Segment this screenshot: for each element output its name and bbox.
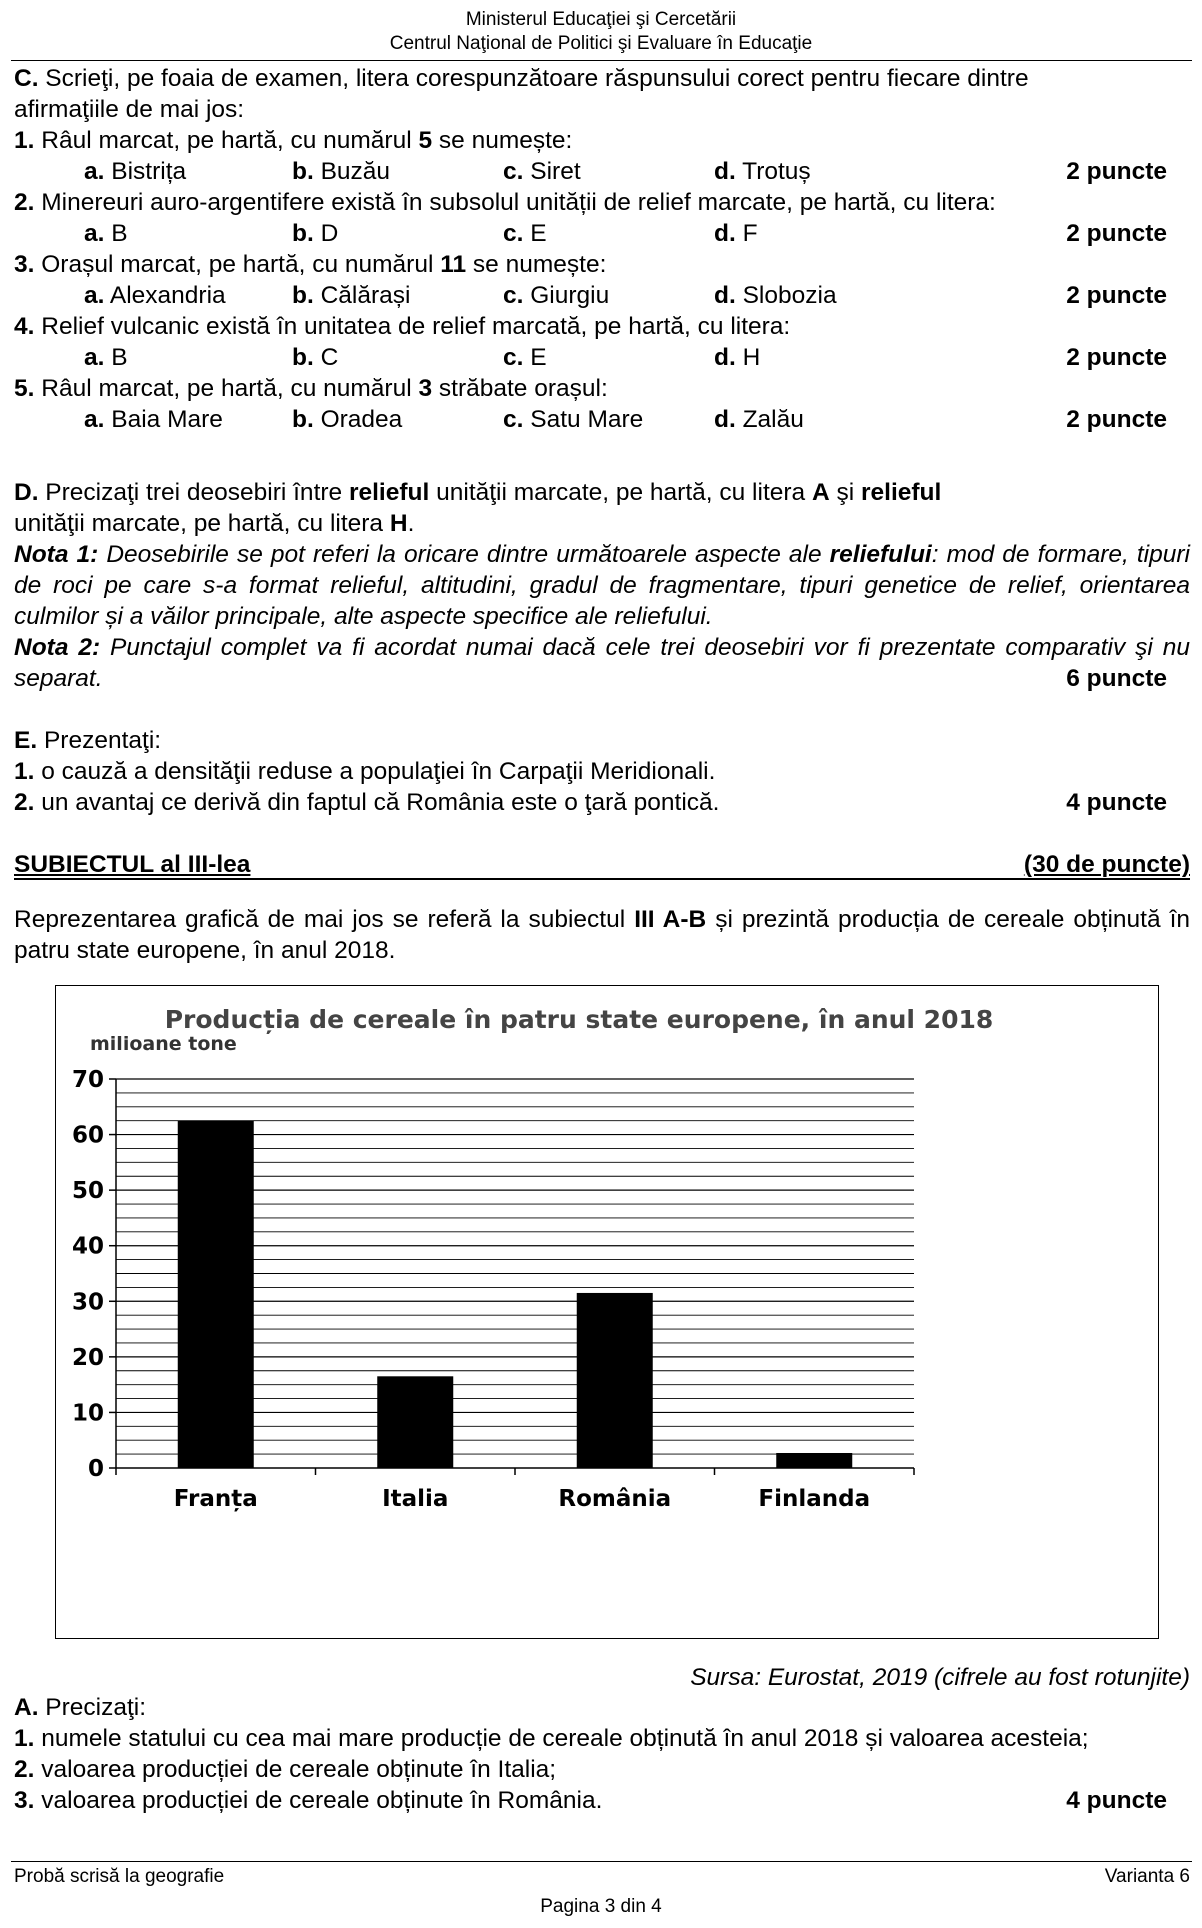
chart-y-tick-label: 0 [87, 1456, 104, 1482]
answer-option [503, 156, 581, 187]
question-2 [14, 187, 1190, 218]
question-number: 4. [14, 313, 35, 340]
option-letter: a. [84, 220, 105, 247]
question-text: Râul marcat, pe hartă, cu numărul [34, 127, 419, 154]
answer-option [292, 218, 338, 249]
section-a-item2 [14, 1754, 1190, 1785]
option-text: Bistrița [104, 158, 187, 185]
footer-right: Varianta 6 [1104, 1866, 1190, 1887]
option-text: Baia Mare [104, 406, 223, 433]
section-d-task-line2 [14, 508, 1190, 539]
question-number: 3. [14, 251, 35, 278]
nota1-text-c: : mod de formare, tipuri de roci pe care s-a format relieful, altitudini, gradul de fragmentare, tipuri genetice de relief, orientarea culmilor și a văilor principale, alte aspecte specifice ale reliefului. [14, 541, 1190, 630]
option-text: D [313, 220, 339, 247]
option-letter: c. [503, 406, 524, 433]
section-e-item2 [14, 787, 1190, 818]
question-text: Minereuri auro-argentifere există în subsolul unității de relief marcate, pe hartă, cu litera: [34, 189, 996, 216]
subject3-title [14, 849, 1190, 880]
section-d-task-line1 [14, 477, 1190, 508]
answer-option [84, 404, 223, 435]
section-c-intro-line2: afirmaţiile de mai jos: [14, 96, 245, 123]
option-letter: b. [292, 282, 314, 309]
answer-option [292, 404, 402, 435]
question-number: 1. [14, 127, 35, 154]
section-d-bold1: relieful [348, 479, 430, 506]
footer-page: Pagina 3 din 4 [540, 1896, 662, 1917]
answer-option [714, 404, 804, 435]
nota1-bold: reliefului [829, 541, 932, 568]
section-e-title-text: Prezentaţi: [37, 727, 162, 754]
option-text: B [104, 344, 128, 371]
question-text: Orașul marcat, pe hartă, cu numărul [34, 251, 441, 278]
option-letter: b. [292, 344, 314, 371]
subject3-intro-bold: III A-B [634, 906, 707, 933]
question-bold: 3 [418, 375, 433, 402]
section-d-bold3: relieful [861, 479, 942, 506]
chart-y-tick-label: 50 [71, 1178, 104, 1205]
section-a-item3 [14, 1785, 1190, 1816]
question-1 [14, 125, 1190, 156]
chart-source: Sursa: Eurostat, 2019 (cifrele au fost rotunjite) [690, 1664, 1190, 1691]
answer-option [714, 218, 758, 249]
chart-y-tick-label: 30 [71, 1289, 104, 1316]
answer-option [503, 342, 547, 373]
chart-category-label: Franța [173, 1486, 258, 1512]
section-d-bold2: A [811, 479, 830, 506]
option-text: Giurgiu [523, 282, 610, 309]
section-d-label: D. [14, 479, 39, 506]
option-text: Oradea [313, 406, 403, 433]
option-text: Slobozia [735, 282, 837, 309]
section-e-label: E. [14, 727, 38, 754]
subject3-intro [14, 904, 1190, 966]
option-text: B [104, 220, 128, 247]
section-a-title [14, 1692, 1190, 1723]
option-letter: c. [503, 158, 524, 185]
chart-frame [55, 985, 1159, 1639]
answer-option [503, 404, 643, 435]
chart-y-unit-label: milioane tone [90, 1033, 237, 1055]
header-center: Centrul Naţional de Politici şi Evaluare în Educaţie [389, 33, 813, 54]
section-e-title [14, 725, 1190, 756]
chart-bar-2 [377, 1376, 453, 1468]
option-letter: a. [84, 158, 105, 185]
chart-y-tick-label: 20 [71, 1344, 104, 1371]
section-a-item3-text: valoarea producției de cereale obținute în România. [34, 1787, 603, 1814]
option-letter: d. [714, 282, 736, 309]
nota1-text-a: Deosebirile se pot referi la oricare dintre următoarele aspecte ale [98, 541, 830, 568]
answer-option [714, 280, 837, 311]
question-3 [14, 249, 1190, 280]
option-letter: a. [84, 282, 105, 309]
chart-category-label: Finlanda [758, 1486, 871, 1512]
question-bold: 11 [440, 251, 467, 278]
section-a-points: 4 puncte [1066, 1787, 1167, 1814]
chart-y-tick-label: 60 [71, 1122, 104, 1149]
question-text-end: se numește: [432, 127, 573, 154]
section-d-bold4: H [389, 510, 408, 537]
section-e-item2-num: 2. [14, 789, 35, 816]
section-e-points: 4 puncte [1066, 789, 1167, 816]
section-e-item1 [14, 756, 1190, 787]
option-letter: b. [292, 406, 314, 433]
section-a-title-text: Precizaţi: [38, 1694, 147, 1721]
subject3-intro-c: și prezintă producția de cereale obținută în patru state europene, în anul 2018. [14, 906, 1191, 964]
option-letter: d. [714, 344, 736, 371]
question-text-end: se numește: [466, 251, 607, 278]
question-text-end: străbate orașul: [432, 375, 608, 402]
question-number: 2. [14, 189, 35, 216]
option-letter: a. [84, 406, 105, 433]
option-text: Satu Mare [523, 406, 644, 433]
option-letter: c. [503, 344, 524, 371]
answer-option [503, 280, 609, 311]
question-points: 2 puncte [1066, 158, 1167, 185]
section-a-label: A. [14, 1694, 39, 1721]
option-text: E [523, 220, 547, 247]
answer-option [503, 218, 547, 249]
answer-option [292, 280, 410, 311]
option-text: C [313, 344, 339, 371]
chart-bar-4 [776, 1453, 852, 1468]
chart-category-label: Italia [382, 1486, 449, 1512]
chart-y-tick-label: 70 [71, 1067, 104, 1093]
header-divider [11, 60, 1192, 61]
section-d-text5: . [407, 510, 415, 537]
answer-option [84, 280, 226, 311]
section-a-item2-text: valoarea producției de cereale obținute în Italia; [34, 1756, 557, 1783]
option-text: Călărași [313, 282, 411, 309]
answer-option [84, 156, 186, 187]
section-d-points: 6 puncte [1066, 665, 1167, 692]
option-text: H [735, 344, 761, 371]
section-a-item2-num: 2. [14, 1756, 35, 1783]
nota2-label: Nota 2: [14, 634, 101, 661]
option-letter: a. [84, 344, 105, 371]
subject3-points-text: (30 de puncte) [1023, 851, 1190, 878]
option-letter: c. [503, 282, 524, 309]
bar-chart [56, 986, 1157, 1637]
option-text: Buzău [313, 158, 391, 185]
chart-y-tick-label: 10 [71, 1400, 104, 1427]
option-text: F [735, 220, 758, 247]
option-text: Trotuș [735, 158, 811, 185]
question-points: 2 puncte [1066, 282, 1167, 309]
answer-option [714, 156, 811, 187]
question-text: Relief vulcanic există în unitatea de relief marcată, pe hartă, cu litera: [34, 313, 791, 340]
section-e-item1-text: o cauză a densităţii reduse a populaţiei în Carpaţii Meridionali. [34, 758, 716, 785]
option-text: Siret [523, 158, 581, 185]
answer-option [714, 342, 760, 373]
section-a-item1-text: numele statului cu cea mai mare producție de cereale obținută în anul 2018 și valoarea acesteia; [34, 1725, 1089, 1752]
footer-left: Probă scrisă la geografie [14, 1866, 225, 1887]
option-letter: b. [292, 158, 314, 185]
section-d-text1: Precizaţi trei deosebiri între [38, 479, 349, 506]
option-text: Zalău [735, 406, 804, 433]
section-d-nota2 [14, 632, 1190, 694]
option-letter: d. [714, 220, 736, 247]
option-letter: d. [714, 406, 736, 433]
nota1-label: Nota 1: [14, 541, 99, 568]
answer-option [292, 156, 390, 187]
question-5 [14, 373, 1190, 404]
question-text: Râul marcat, pe hartă, cu numărul [34, 375, 419, 402]
chart-bar-3 [577, 1293, 653, 1468]
chart-category-label: România [558, 1486, 672, 1512]
option-letter: c. [503, 220, 524, 247]
option-letter: d. [714, 158, 736, 185]
question-number: 5. [14, 375, 35, 402]
section-e-item2-text: un avantaj ce derivă din faptul că România este o ţară pontică. [34, 789, 720, 816]
section-a-item1-num: 1. [14, 1725, 35, 1752]
question-bold: 5 [418, 127, 433, 154]
chart-bar-1 [178, 1121, 254, 1468]
section-c-intro [14, 63, 1190, 94]
section-c-label: C. [14, 65, 39, 92]
subject3-title-text: SUBIECTUL al III-lea [14, 851, 251, 878]
question-4 [14, 311, 1190, 342]
section-d-nota1 [14, 539, 1190, 632]
chart-title: Producția de cereale în patru state europene, în anul 2018 [164, 1005, 994, 1034]
answer-option [292, 342, 338, 373]
subject3-points [1024, 849, 1190, 880]
section-c-intro-line1: Scrieţi, pe foaia de examen, litera corespunzătoare răspunsului corect pentru fiecare dintre [38, 65, 1029, 92]
header-ministry: Ministerul Educaţiei şi Cercetării [465, 9, 737, 30]
nota2-text: Punctajul complet va fi acordat numai dacă cele trei deosebiri vor fi prezentate comparativ şi nu separat. [14, 634, 1190, 692]
subject3-intro-a: Reprezentarea grafică de mai jos se referă la subiectul [14, 906, 635, 933]
option-text: Alexandria [104, 282, 226, 309]
chart-y-tick-label: 40 [71, 1233, 104, 1260]
section-d-text4: unităţii marcate, pe hartă, cu litera [14, 510, 390, 537]
section-d-text3: şi [829, 479, 861, 506]
question-points: 2 puncte [1066, 406, 1167, 433]
option-text: E [523, 344, 547, 371]
footer-divider [11, 1861, 1192, 1862]
section-a-item1 [14, 1723, 1190, 1754]
answer-option [84, 218, 128, 249]
subject3-underline [14, 878, 1190, 880]
section-e-item1-num: 1. [14, 758, 35, 785]
section-d-text2: unităţii marcate, pe hartă, cu litera [429, 479, 812, 506]
section-a-item3-num: 3. [14, 1787, 35, 1814]
page-header [0, 8, 1202, 56]
answer-option [84, 342, 128, 373]
option-letter: b. [292, 220, 314, 247]
question-points: 2 puncte [1066, 344, 1167, 371]
question-points: 2 puncte [1066, 220, 1167, 247]
